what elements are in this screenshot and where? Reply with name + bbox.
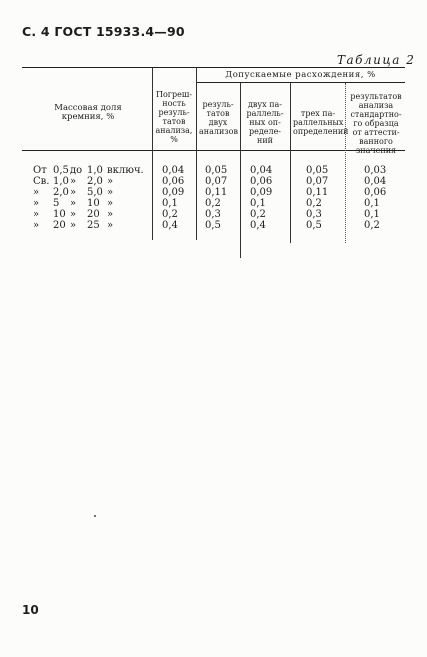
standard-value: 0,2 xyxy=(364,220,380,231)
col-header-error: Погреш-ность резуль-татов анализа, % xyxy=(155,90,193,144)
two-results-value: 0,07 xyxy=(205,176,228,187)
range-to-word: » xyxy=(70,220,77,231)
two-results-value: 0,11 xyxy=(205,187,228,198)
two-results-value: 0,05 xyxy=(205,165,228,176)
range-to-word: » xyxy=(70,209,77,220)
standard-value: 0,03 xyxy=(364,165,387,176)
page-header: С. 4 ГОСТ 15933.4—90 xyxy=(22,24,185,39)
range-from: 0,5 xyxy=(53,165,69,176)
range-suffix: » xyxy=(107,187,114,198)
range-to: 2,0 xyxy=(87,176,103,187)
two-results-value: 0,2 xyxy=(205,198,221,209)
range-suffix: » xyxy=(107,198,114,209)
range-to-word: » xyxy=(70,198,77,209)
col-header-allowed: Допускаемые расхождения, % xyxy=(225,70,376,80)
three-parallel-value: 0,3 xyxy=(306,209,322,220)
range-from: 10 xyxy=(53,209,66,220)
range-suffix: » xyxy=(107,176,114,187)
subheader-rule xyxy=(196,82,405,83)
table-label: Таблица 2 xyxy=(337,53,416,67)
col-header-three-parallel: трех па-раллельных определений xyxy=(293,109,349,136)
table-top-rule xyxy=(22,67,405,68)
two-parallel-value: 0,2 xyxy=(250,209,266,220)
col-header-mass-share: Массовая доля кремния, % xyxy=(54,103,122,122)
two-results-value: 0,3 xyxy=(205,209,221,220)
range-to: 25 xyxy=(87,220,100,231)
two-parallel-value: 0,09 xyxy=(250,187,273,198)
two-parallel-value: 0,1 xyxy=(250,198,266,209)
two-parallel-value: 0,04 xyxy=(250,165,273,176)
range-to: 10 xyxy=(87,198,100,209)
range-from: 1,0 xyxy=(53,176,69,187)
range-to: 1,0 xyxy=(87,165,103,176)
range-prefix: От xyxy=(33,165,47,176)
standard-value: 0,04 xyxy=(364,176,387,187)
standard-value: 0,1 xyxy=(364,209,380,220)
col-sep-2 xyxy=(196,68,197,240)
standard-value: 0,06 xyxy=(364,187,387,198)
range-prefix: » xyxy=(33,198,40,209)
standard-value: 0,1 xyxy=(364,198,380,209)
two-parallel-value: 0,06 xyxy=(250,176,273,187)
three-parallel-value: 0,5 xyxy=(306,220,322,231)
col-sep-5 xyxy=(345,83,346,243)
page-number: 10 xyxy=(22,603,39,617)
three-parallel-value: 0,11 xyxy=(306,187,329,198)
error-value: 0,1 xyxy=(162,198,178,209)
col-header-two-parallel: двух па-раллель-ных оп-ределе-ний xyxy=(246,100,284,145)
col-sep-4 xyxy=(290,83,291,243)
error-value: 0,09 xyxy=(162,187,185,198)
range-from: 5 xyxy=(53,198,60,209)
error-value: 0,04 xyxy=(162,165,185,176)
two-parallel-value: 0,4 xyxy=(250,220,266,231)
three-parallel-value: 0,2 xyxy=(306,198,322,209)
range-to-word: » xyxy=(70,187,77,198)
col-header-standard: результатов анализа стандартно-го образца от аттести-ванного значения xyxy=(350,92,402,155)
error-value: 0,2 xyxy=(162,209,178,220)
three-parallel-value: 0,05 xyxy=(306,165,329,176)
range-to-word: » xyxy=(70,176,77,187)
range-from: 20 xyxy=(53,220,66,231)
range-prefix: » xyxy=(33,209,40,220)
three-parallel-value: 0,07 xyxy=(306,176,329,187)
two-results-value: 0,5 xyxy=(205,220,221,231)
error-value: 0,06 xyxy=(162,176,185,187)
range-to: 20 xyxy=(87,209,100,220)
range-from: 2,0 xyxy=(53,187,69,198)
range-suffix: включ. xyxy=(107,165,144,176)
range-prefix: » xyxy=(33,220,40,231)
print-speck xyxy=(94,515,96,517)
range-suffix: » xyxy=(107,220,114,231)
range-to-word: до xyxy=(70,165,83,176)
col-sep-3 xyxy=(240,83,241,258)
error-value: 0,4 xyxy=(162,220,178,231)
range-suffix: » xyxy=(107,209,114,220)
range-prefix: Св. xyxy=(33,176,50,187)
range-to: 5,0 xyxy=(87,187,103,198)
range-prefix: » xyxy=(33,187,40,198)
col-header-two-results: резуль-татов двух анализов xyxy=(199,100,238,136)
col-sep-1 xyxy=(152,68,153,240)
